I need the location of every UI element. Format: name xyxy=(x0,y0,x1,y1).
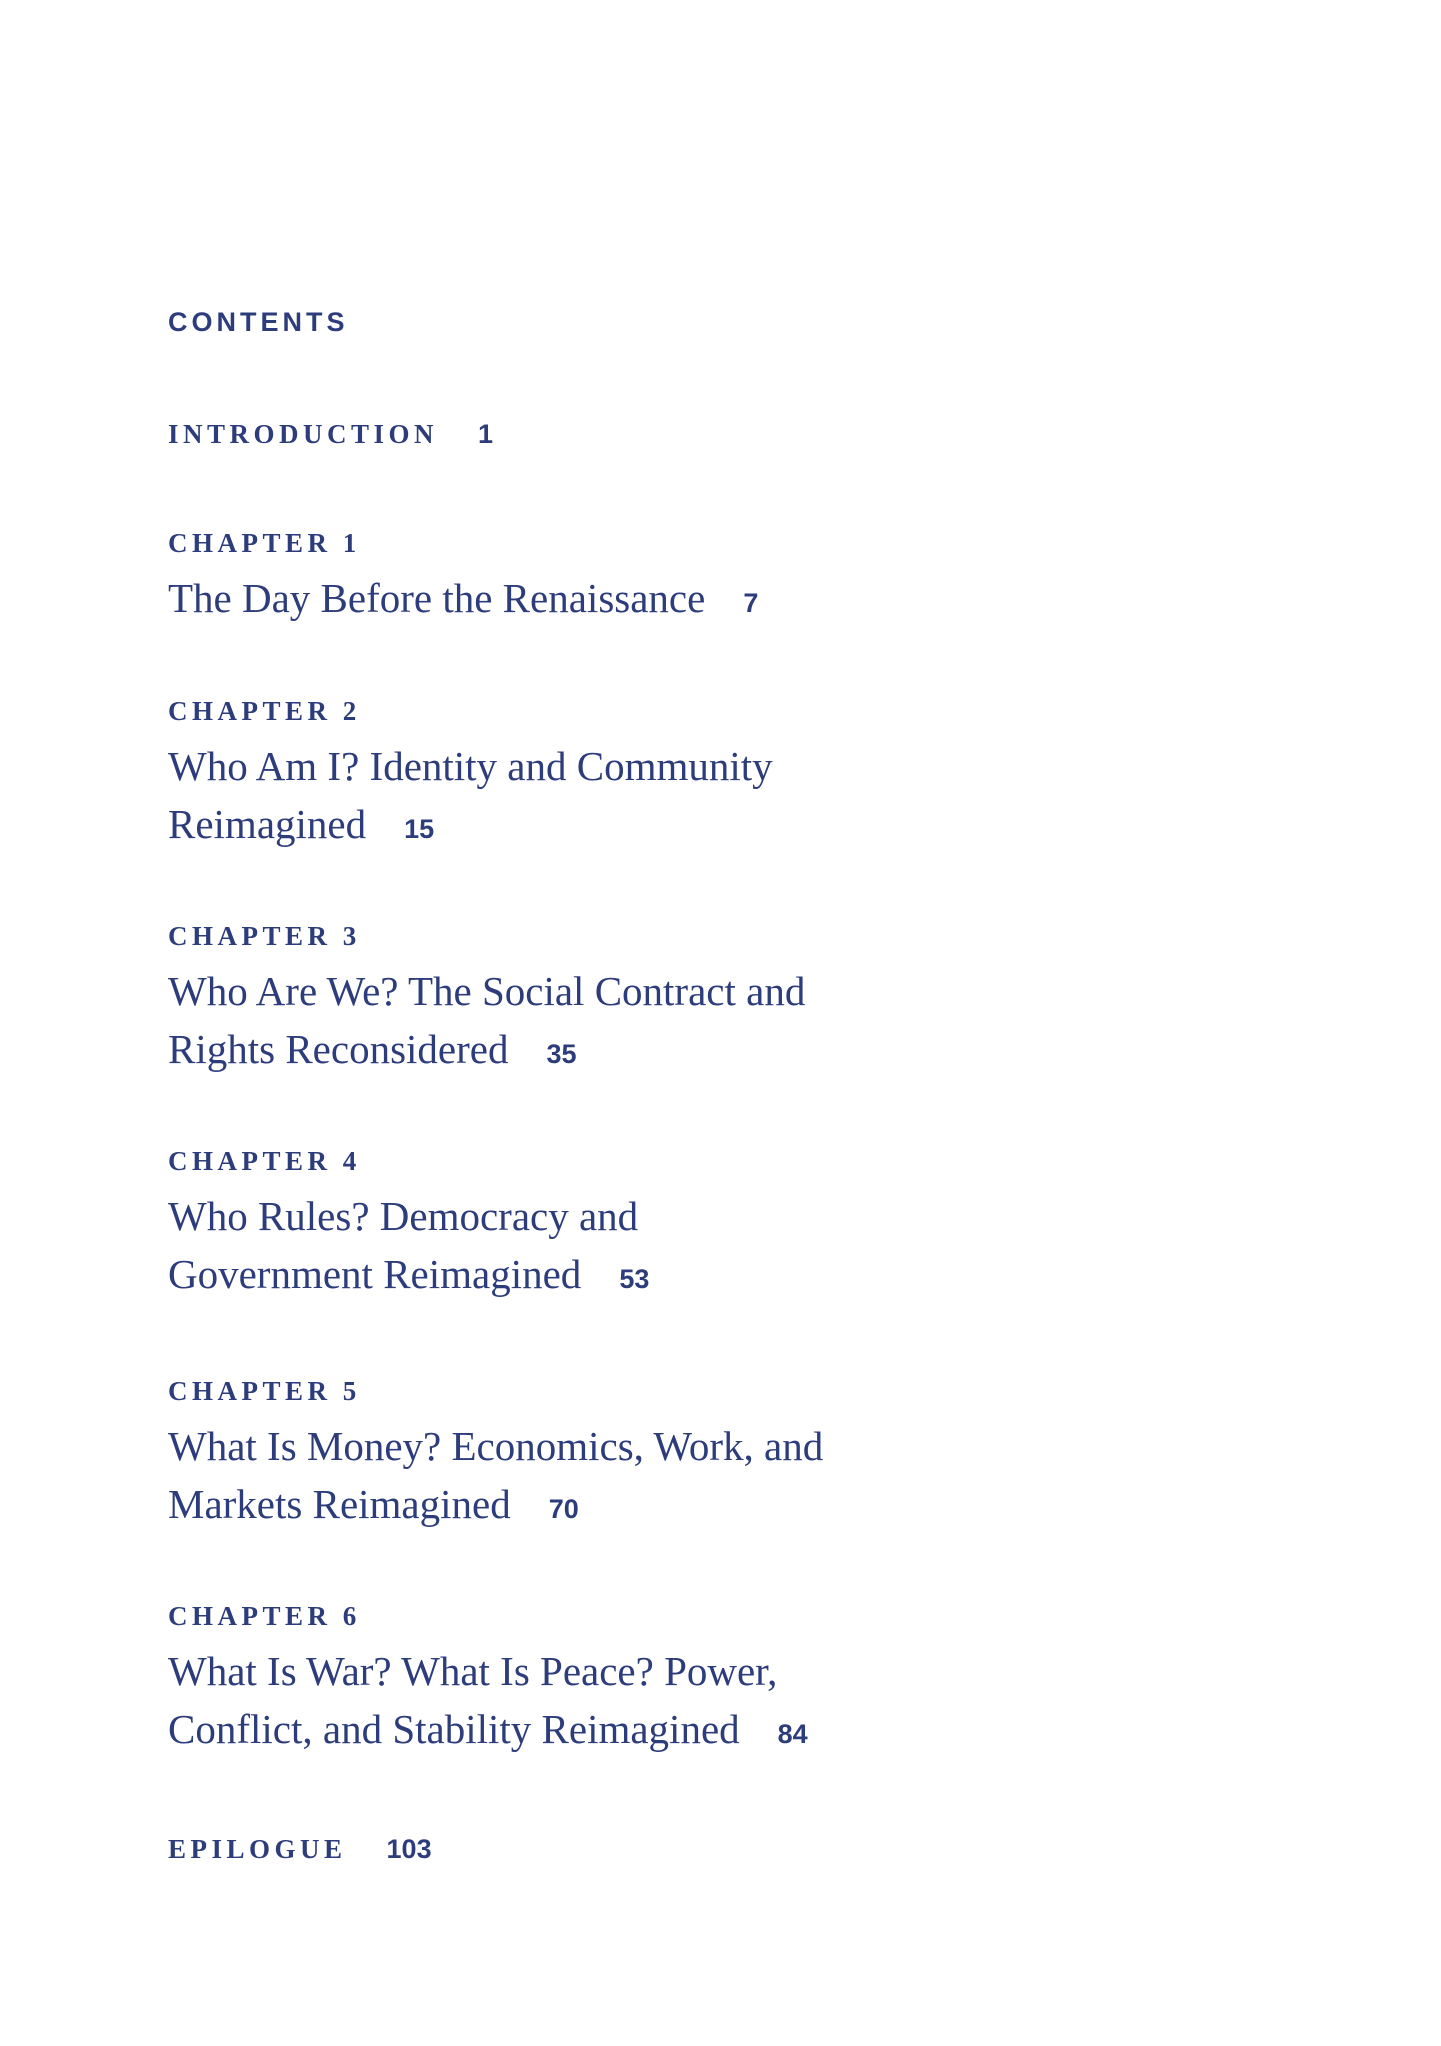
chapter-title-line: Government Reimagined xyxy=(168,1251,582,1297)
chapter-label: CHAPTER 6 xyxy=(168,1601,361,1631)
chapter-page-number: 15 xyxy=(404,814,435,844)
introduction-label: INTRODUCTION xyxy=(168,419,439,449)
toc-entry-chapter-2[interactable] xyxy=(168,698,1168,858)
epilogue-page-number: 103 xyxy=(386,1834,432,1864)
chapter-page-number: 53 xyxy=(619,1264,650,1294)
chapter-title-line: Rights Reconsidered xyxy=(168,1026,509,1072)
chapter-label: CHAPTER 4 xyxy=(168,1146,361,1176)
chapter-title xyxy=(168,962,1168,1083)
chapter-label: CHAPTER 5 xyxy=(168,1376,361,1406)
chapter-title-line: Who Am I? Identity and Community xyxy=(168,743,773,789)
contents-heading: CONTENTS xyxy=(168,307,349,337)
toc-entry-chapter-4[interactable] xyxy=(168,1148,1168,1308)
chapter-title-line: Who Rules? Democracy and xyxy=(168,1193,639,1239)
chapter-title-line: What Is Money? Economics, Work, and xyxy=(168,1423,824,1469)
chapter-page-number: 84 xyxy=(777,1719,808,1749)
toc-entry-chapter-6[interactable] xyxy=(168,1603,1168,1763)
chapter-page-number: 7 xyxy=(743,588,759,618)
chapter-label: CHAPTER 2 xyxy=(168,696,361,726)
chapter-page-number: 35 xyxy=(546,1039,577,1069)
introduction-page-number: 1 xyxy=(478,419,494,449)
toc-entry-chapter-5[interactable] xyxy=(168,1378,1168,1538)
chapter-title xyxy=(168,1642,1168,1763)
chapter-title-line: Reimagined xyxy=(168,801,367,847)
chapter-title xyxy=(168,737,1168,858)
chapter-page-number: 70 xyxy=(548,1494,579,1524)
chapter-title-line: The Day Before the Renaissance xyxy=(168,575,706,621)
toc-entry-chapter-3[interactable] xyxy=(168,923,1168,1083)
chapter-title xyxy=(168,569,1168,632)
chapter-title-line: Conflict, and Stability Reimagined xyxy=(168,1706,740,1752)
table-of-contents-page xyxy=(168,0,1268,2046)
chapter-title xyxy=(168,1187,1168,1308)
chapter-label: CHAPTER 1 xyxy=(168,528,361,558)
chapter-title-line: Markets Reimagined xyxy=(168,1481,511,1527)
chapter-title xyxy=(168,1417,1168,1538)
epilogue-label: EPILOGUE xyxy=(168,1834,347,1864)
chapter-label: CHAPTER 3 xyxy=(168,921,361,951)
chapter-title-line: What Is War? What Is Peace? Power, xyxy=(168,1648,778,1694)
toc-entry-epilogue[interactable] xyxy=(168,1834,1168,1865)
chapter-title-line: Who Are We? The Social Contract and xyxy=(168,968,806,1014)
toc-entry-introduction[interactable] xyxy=(168,419,1168,450)
toc-entry-chapter-1[interactable] xyxy=(168,530,1168,632)
